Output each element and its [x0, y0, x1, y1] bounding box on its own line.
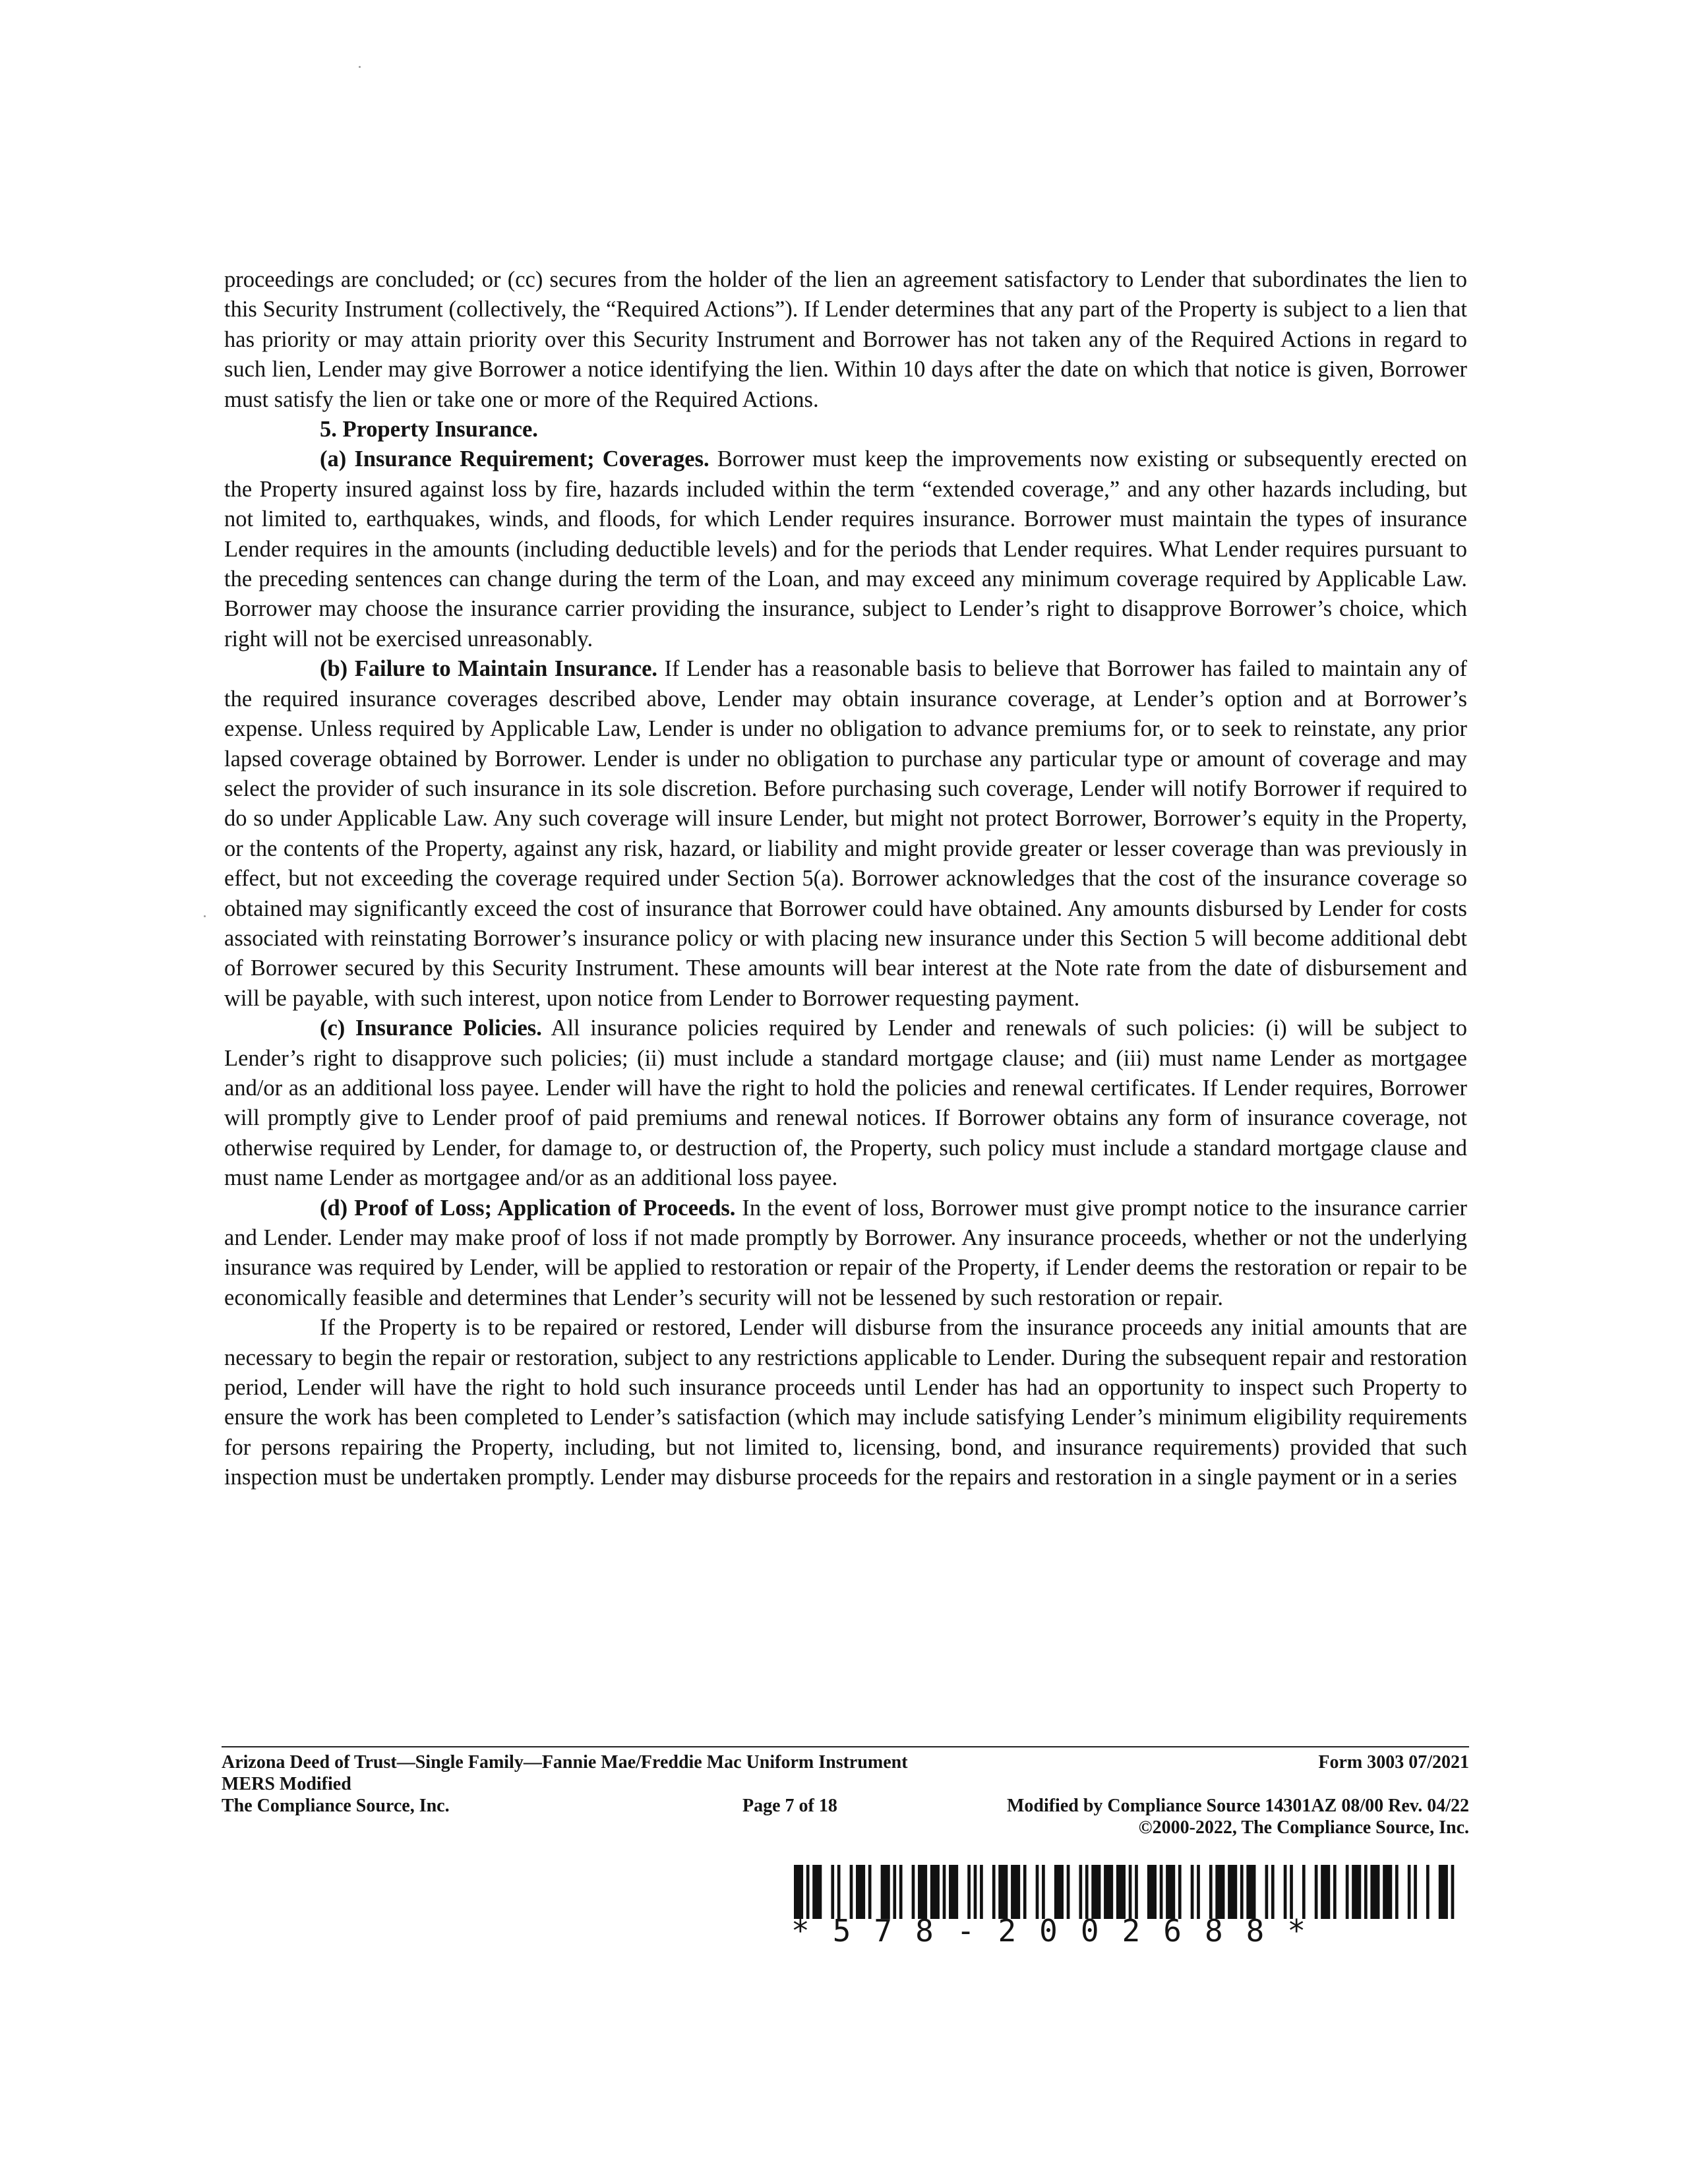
scan-speck: [204, 915, 206, 917]
barcode-bar: [837, 1865, 841, 1919]
paragraph-required-actions: proceedings are concluded; or (cc) secures from the holder of the lien an agreement satisfactory to Lender that subordinates the lien to this Security Instrument (collectively, the “Required Actions”). If Lender determines that any part of the Property is subject to a lien that has priority or may attain priority over this Security Instrument and Borrower has not taken any of the Required Actions in regard to such lien, Lender may give Borrower a notice identifying the lien. Within 10 days after the date on which that notice is given, Borrower must satisfy the lien or take one or more of the Required Actions.: [224, 267, 1467, 412]
barcode-bar: [974, 1865, 977, 1919]
barcode-bar: [949, 1865, 958, 1919]
barcode-bar: [943, 1865, 946, 1919]
barcode-bar: [893, 1865, 896, 1919]
barcode-bar: [1091, 1865, 1100, 1919]
barcode-bar: [1135, 1865, 1138, 1919]
barcode-image: [794, 1865, 1457, 1919]
subsection-text-b: If Lender has a reasonable basis to believe that Borrower has failed to maintain any of the required insurance coverages described above, Lender may obtain insurance coverage, at Lender’s option and at Borrower’s expense. Unless required by Applicable Law, Lender is under no obligation to advance premiums for, or to seek to reinstate, any prior lapsed coverage obtained by Borrower. Lender is under no obligation to purchase any particular type or amount of coverage and may select the provider of such insurance in its sole discretion. Before purchasing such coverage, Lender will notify Borrower if required to do so under Applicable Law. Any such coverage will insure Lender, but might not protect Borrower, Borrower’s equity in the Property, or the contents of the Property, against any risk, hazard, or liability and might provide greater or lesser coverage than was previously in effect, but not exceeding the coverage required under Section 5(a). Borrower acknowledges that the cost of the insurance coverage so obtained may significantly exceed the cost of insurance that Borrower could have obtained. Any amounts disbursed by Lender for costs associated with reinstating Borrower’s insurance policy or with placing new insurance under this Section 5 will become additional debt of Borrower secured by this Security Instrument. These amounts will bear interest at the Note rate from the date of disbursement and will be payable, with such interest, upon notice from Lender to Borrower requesting payment.: [224, 656, 1467, 1011]
barcode-bar: [1178, 1865, 1182, 1919]
barcode-bar: [1023, 1865, 1027, 1919]
barcode-bar: [1408, 1865, 1411, 1919]
barcode-bar: [1129, 1865, 1132, 1919]
barcode-bar: [1116, 1865, 1126, 1919]
footer-copyright: ©2000-2022, The Compliance Source, Inc.: [1138, 1817, 1469, 1838]
barcode-bar: [1042, 1865, 1045, 1919]
barcode-bar: [831, 1865, 834, 1919]
barcode-bar: [918, 1865, 927, 1919]
barcode-bar: [1067, 1865, 1070, 1919]
barcode-bar: [1364, 1865, 1368, 1919]
barcode-bar: [1240, 1865, 1244, 1919]
barcode-bar: [967, 1865, 971, 1919]
barcode-bar: [912, 1865, 915, 1919]
barcode-bar: [1451, 1865, 1455, 1919]
barcode-bar: [1284, 1865, 1287, 1919]
section-5-heading: [224, 415, 1467, 444]
footer-modified-by: Modified by Compliance Source 14301AZ 08/00 Rev. 04/22: [1006, 1796, 1469, 1816]
subsection-heading-a: (a) Insurance Requirement; Coverages.: [320, 446, 709, 472]
barcode-bar: [1191, 1865, 1194, 1919]
barcode-bar: [1315, 1865, 1318, 1919]
paragraph-5a: [224, 444, 1467, 654]
barcode-bar: [1085, 1865, 1089, 1919]
paragraph-5c: [224, 1014, 1467, 1193]
subsection-heading-d: (d) Proof of Loss; Application of Proceeds.: [320, 1195, 736, 1221]
barcode-bar: [1321, 1865, 1330, 1919]
barcode-bar: [1383, 1865, 1392, 1919]
barcode-bar: [1271, 1865, 1275, 1919]
barcode-bar: [1395, 1865, 1399, 1919]
subsection-heading-b: (b) Failure to Maintain Insurance.: [320, 656, 658, 682]
barcode-bar: [1333, 1865, 1337, 1919]
subsection-text-d: In the event of loss, Borrower must give prompt notice to the insurance carrier and Lender. Lender may make proof of loss if not made promptly by Borrower. Any insurance proceeds, whether or not the underlying insurance was required by Lender, will be applied to restoration or repair of the Property, if Lender deems the restoration or repair to be economically feasible and determines that Lender’s security will not be lessened by such restoration or repair.: [224, 1195, 1467, 1310]
section-heading: 5. Property Insurance.: [320, 417, 538, 442]
paragraph-repair-restoration: If the Property is to be repaired or restored, Lender will disburse from the insurance proceeds any initial amounts that are necessary to begin the repair or restoration, subject to any restrictions applicable to Lender. During the subsequent repair and restoration period, Lender will have the right to hold such insurance proceeds until Lender has had an opportunity to inspect such Property to ensure the work has been completed to Lender’s satisfaction (which may include satisfying Lender’s minimum eligibility requirements for persons repairing the Property, including, but not limited to, licensing, bond, and insurance requirements) provided that such inspection must be undertaken promptly. Lender may disburse proceeds for the repairs and restoration in a single payment or in a series: [224, 1315, 1467, 1490]
barcode-bar: [1290, 1865, 1293, 1919]
barcode-bar: [1439, 1865, 1448, 1919]
barcode-bar: [1215, 1865, 1224, 1919]
barcode-bar: [998, 1865, 1008, 1919]
subsection-text-c: All insurance policies required by Lender and renewals of such policies: (i) will be subject to Lender’s right to disapprove such policies; (ii) must include a standard mortgage clause; and (iii) must name Lender as mortgagee and/or as an additional loss payee. Lender will have the right to hold the policies and renewal certificates. If Lender requires, Borrower will promptly give to Lender proof of paid premiums and renewal notices. If Borrower obtains any form of insurance coverage, not otherwise required by Lender, for damage to, or destruction of, the Property, such policy must include a standard mortgage clause and must name Lender as mortgagee and/or as an additional loss payee.: [224, 1016, 1467, 1191]
barcode-bar: [1054, 1865, 1064, 1919]
barcode-bar: [1104, 1865, 1113, 1919]
barcode-bar: [1352, 1865, 1361, 1919]
barcode-bar: [1166, 1865, 1175, 1919]
barcode-bar: [899, 1865, 903, 1919]
subsection-text-a: Borrower must keep the improvements now existing or subsequently erected on the Property insured against loss by fire, hazards included within the term “extended coverage,” and any other hazards including, but not limited to, earthquakes, winds, and floods, for which Lender requires insurance. Borrower must maintain the types of insurance Lender requires in the amounts (including deductible levels) and for the periods that Lender requires. What Lender requires pursuant to the preceding sentences can change during the term of the Loan, and may exceed any minimum coverage required by Applicable Law. Borrower may choose the insurance carrier providing the insurance, subject to Lender’s right to disapprove Borrower’s choice, which right will not be exercised unreasonably.: [224, 446, 1468, 652]
barcode-bar: [1036, 1865, 1039, 1919]
barcode-bar: [1346, 1865, 1349, 1919]
barcode-bar: [794, 1865, 803, 1919]
paragraph-5b: [224, 654, 1467, 1014]
barcode-bar: [806, 1865, 810, 1919]
barcode-bar: [980, 1865, 983, 1919]
footer-mers: MERS Modified: [222, 1774, 351, 1794]
barcode-bar: [1197, 1865, 1200, 1919]
paragraph-5d: [224, 1194, 1467, 1314]
barcode-bar: [1426, 1865, 1430, 1919]
barcode-bar: [881, 1865, 890, 1919]
barcode-bar: [930, 1865, 940, 1919]
footer-form-title: Arizona Deed of Trust—Single Family—Fannie Mae/Freddie Mac Uniform Instrument: [222, 1752, 908, 1773]
barcode-bar: [1246, 1865, 1255, 1919]
barcode-bar: [1011, 1865, 1020, 1919]
barcode-bar: [1414, 1865, 1417, 1919]
barcode-bar: [1079, 1865, 1082, 1919]
footer-form-number: Form 3003 07/2021: [1318, 1752, 1469, 1773]
barcode-bar: [1147, 1865, 1157, 1919]
barcode-bar: [1265, 1865, 1269, 1919]
barcode-bar: [1160, 1865, 1163, 1919]
barcode-bar: [1228, 1865, 1237, 1919]
barcode-caption: *578-2002688*: [791, 1913, 1329, 1949]
footer-divider: [222, 1746, 1469, 1747]
footer-company: The Compliance Source, Inc.: [222, 1796, 450, 1816]
scan-speck: [359, 66, 361, 68]
barcode-bar: [1370, 1865, 1379, 1919]
document-body: [224, 265, 1467, 1493]
barcode-bar: [812, 1865, 822, 1919]
barcode-bar: [856, 1865, 865, 1919]
barcode-bar: [1209, 1865, 1213, 1919]
barcode-bar: [992, 1865, 996, 1919]
barcode-bar: [868, 1865, 872, 1919]
footer-page-number: Page 7 of 18: [742, 1796, 837, 1816]
subsection-heading-c: (c) Insurance Policies.: [320, 1016, 542, 1041]
barcode-bar: [1302, 1865, 1306, 1919]
barcode-bar: [850, 1865, 853, 1919]
page-footer: [222, 1751, 1469, 1838]
